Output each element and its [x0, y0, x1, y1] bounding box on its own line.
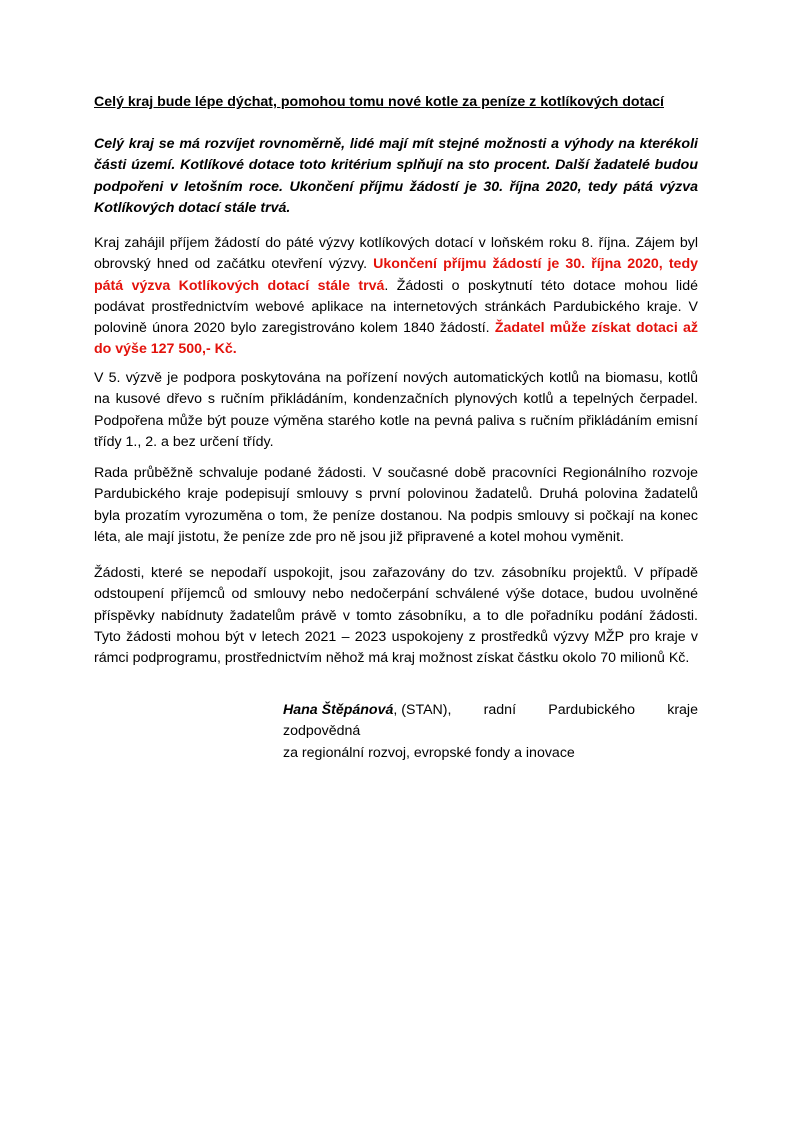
signature-role-word-3: kraje: [667, 702, 698, 718]
paragraph-1: [94, 233, 698, 361]
signature-role-word-2: Pardubického: [548, 702, 635, 718]
signature-block: [283, 700, 698, 764]
signature-name: Hana Štěpánová: [283, 702, 394, 718]
paragraph-2: V 5. výzvě je podpora poskytována na pořízení nových automatických kotlů na biomasu, kotlů na kusové dřevo s ručním přikládáním, kondenzačních plynových kotlů a tepelných čerpadel. Podpořena může být pouze výměna starého kotle na pevná paliva s ručním přikládáním emisní třídy 1., 2. a bez určení třídy.: [94, 370, 698, 450]
highlight-max-subsidy: Žadatel může získat dotaci až do výše 127 500,- Kč.: [94, 320, 699, 358]
paragraph-1-text-a: Kraj zahájil příjem žádostí do páté výzvy kotlíkových dotací v loňském roku 8. října. Zájem byl obrovský hned od začátku otevření výzvy.: [94, 235, 698, 273]
highlight-deadline: Ukončení příjmu žádostí je 30. října 2020, tedy pátá výzva Kotlíkových dotací stále trvá: [94, 256, 699, 294]
paragraph-3: Rada průběžně schvaluje podané žádosti. V současné době pracovníci Regionálního rozvoje Pardubického kraje podepisují smlouvy s první polovinou žadatelů. Druhá polovina žadatelů byla prozatím vyrozuměna o tom, že peníze dostanou. Na podpis smlouvy si počkají na konec léta, ale mají jistotu, že peníze zde pro ně jsou již připravené a kotel mohou vyměnit.: [94, 465, 698, 545]
document-title: Celý kraj bude lépe dýchat, pomohou tomu nové kotle za peníze z kotlíkových dotací: [94, 94, 664, 110]
signature-party: , (STAN),: [393, 702, 452, 718]
signature-line-1: [283, 700, 698, 721]
signature-name-group: [283, 700, 451, 721]
lead-paragraph: Celý kraj se má rozvíjet rovnoměrně, lidé mají mít stejné možnosti a výhody na kterékoli části území. Kotlíkové dotace toto kritérium splňují na sto procent. Další žadatelé budou podpořeni v letošním roce. Ukončení příjmu žádostí je 30. října 2020, tedy pátá výzva Kotlíkových dotací stále trvá.: [94, 136, 698, 216]
signature-line-3: za regionální rozvoj, evropské fondy a inovace: [283, 744, 575, 761]
paragraph-1-text-b: . Žádosti o poskytnutí této dotace mohou lidé podávat prostřednictvím webové aplikace na internetových stránkách Pardubického kraje. V polovině února 2020 bylo zaregistrováno kolem 1840 žádostí.: [94, 277, 698, 337]
signature-line-2: zodpovědná: [283, 723, 361, 740]
paragraph-4: Žádosti, které se nepodaří uspokojit, jsou zařazovány do tzv. zásobníku projektů. V případě odstoupení příjemců od smlouvy nebo nedočerpání schválené výše dotace, budou uvolněné příspěvky nabídnuty žadatelům právě v tomto zásobníku, a to dle pořadníku podání žádosti. Tyto žádosti mohou být v letech 2021 – 2023 uspokojeny z prostředků výzvy MŽP pro kraje v rámci podprogramu, prostřednictvím něhož má kraj možnost získat částku okolo 70 milionů Kč.: [94, 565, 698, 667]
signature-role-word-1: radní: [483, 702, 517, 718]
